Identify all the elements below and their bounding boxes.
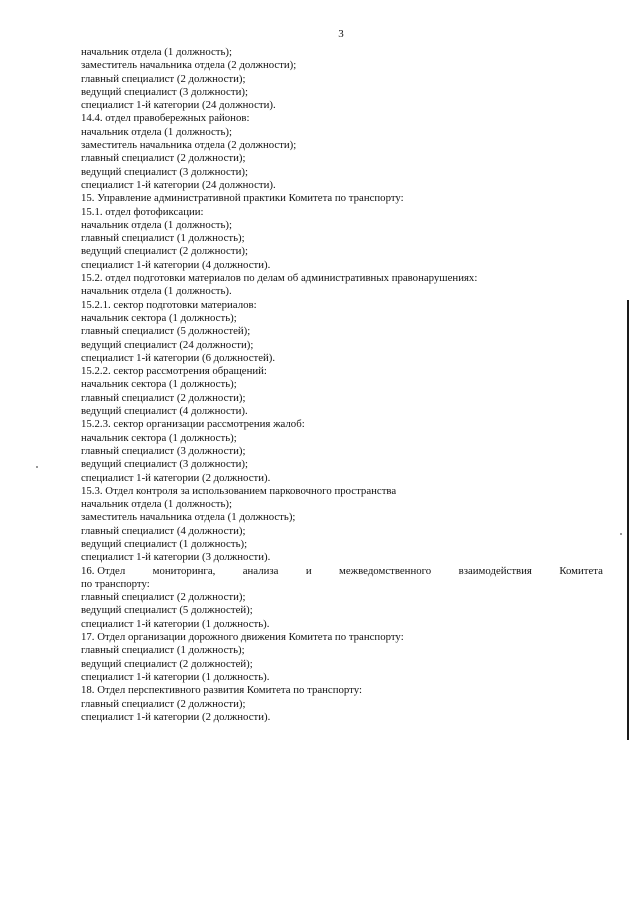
text-line: 17. Отдел организации дорожного движения Комитета по транспорту:	[81, 631, 404, 644]
text-line: заместитель начальника отдела (1 должность);	[81, 511, 296, 524]
text-line: специалист 1-й категории (1 должность).	[81, 617, 270, 630]
text-line: специалист 1-й категории (1 должность).	[81, 670, 270, 683]
text-line: ведущий специалист (1 должность);	[81, 537, 248, 550]
text-line: главный специалист (2 должности);	[81, 391, 246, 404]
text-line: 15.2.2. сектор рассмотрения обращений:	[81, 365, 267, 378]
heading-word: Комитета	[559, 564, 603, 577]
text-line: по транспорту:	[81, 577, 150, 590]
page-number: 3	[338, 28, 344, 40]
text-line: главный специалист (2 должности);	[81, 591, 246, 604]
text-line: специалист 1-й категории (24 должности).	[81, 178, 276, 191]
text-line: начальник сектора (1 должность);	[81, 311, 237, 324]
text-line: начальник отдела (1 должность).	[81, 285, 232, 298]
text-line: заместитель начальника отдела (2 должности);	[81, 139, 297, 152]
text-line: 15.2. отдел подготовки материалов по делам об административных правонарушениях:	[81, 272, 478, 285]
text-line: специалист 1-й категории (6 должностей).	[81, 351, 276, 364]
heading-word: 16. Отдел	[81, 564, 126, 577]
text-line: начальник отдела (1 должность);	[81, 46, 233, 58]
text-line: специалист 1-й категории (2 должности).	[81, 471, 271, 484]
section-16-heading	[81, 565, 603, 578]
staff-list-part-1	[81, 46, 603, 565]
text-line: 15.1. отдел фотофиксации:	[81, 205, 204, 218]
text-line: главный специалист (2 должности);	[81, 72, 246, 85]
text-line: начальник сектора (1 должность);	[81, 378, 237, 391]
heading-word: мониторинга,	[152, 564, 216, 577]
document-body	[81, 46, 603, 724]
text-line: 15.2.3. сектор организации рассмотрения жалоб:	[81, 418, 305, 431]
text-line: начальник отдела (1 должность);	[81, 218, 233, 231]
text-line: 18. Отдел перспективного развития Комитета по транспорту:	[81, 684, 362, 697]
text-line: 15.3. Отдел контроля за использованием парковочного пространства	[81, 484, 397, 497]
text-line: ведущий специалист (2 должности);	[81, 245, 248, 258]
text-line: специалист 1-й категории (3 должности).	[81, 551, 271, 564]
text-line: ведущий специалист (4 должности).	[81, 405, 248, 418]
text-line: 14.4. отдел правобережных районов:	[81, 112, 250, 125]
text-line: ведущий специалист (24 должности);	[81, 338, 254, 351]
text-line: специалист 1-й категории (2 должности).	[81, 710, 271, 723]
text-line: заместитель начальника отдела (2 должности);	[81, 59, 297, 72]
text-line: главный специалист (5 должностей);	[81, 325, 251, 338]
heading-word: взаимодействия	[458, 564, 532, 577]
text-line: начальник отдела (1 должность);	[81, 125, 233, 138]
heading-word: анализа	[242, 564, 279, 577]
text-line: начальник сектора (1 должность);	[81, 431, 237, 444]
text-line: специалист 1-й категории (4 должности).	[81, 258, 271, 271]
text-line: главный специалист (2 должности);	[81, 697, 246, 710]
text-line: ведущий специалист (3 должности);	[81, 165, 248, 178]
text-line: начальник отдела (1 должность);	[81, 498, 233, 511]
text-line: главный специалист (3 должности);	[81, 444, 246, 457]
text-line: ведущий специалист (3 должности);	[81, 458, 248, 471]
text-line: главный специалист (2 должности);	[81, 152, 246, 165]
staff-list-part-2	[81, 578, 603, 724]
text-line: главный специалист (4 должности);	[81, 524, 246, 537]
text-line: ведущий специалист (2 должностей);	[81, 657, 253, 670]
text-line: 15.2.1. сектор подготовки материалов:	[81, 298, 257, 311]
scan-margin-line	[627, 300, 629, 740]
scan-speck	[36, 466, 38, 468]
text-line: специалист 1-й категории (24 должности).	[81, 99, 276, 112]
scan-speck	[620, 533, 622, 535]
text-line: главный специалист (1 должность);	[81, 644, 245, 657]
text-line: 15. Управление административной практики Комитета по транспорту:	[81, 192, 404, 205]
text-line: ведущий специалист (3 должности);	[81, 85, 248, 98]
heading-word: межведомственного	[339, 564, 432, 577]
text-line: главный специалист (1 должность);	[81, 232, 245, 245]
heading-word: и	[305, 564, 312, 577]
text-line: ведущий специалист (5 должностей);	[81, 604, 253, 617]
